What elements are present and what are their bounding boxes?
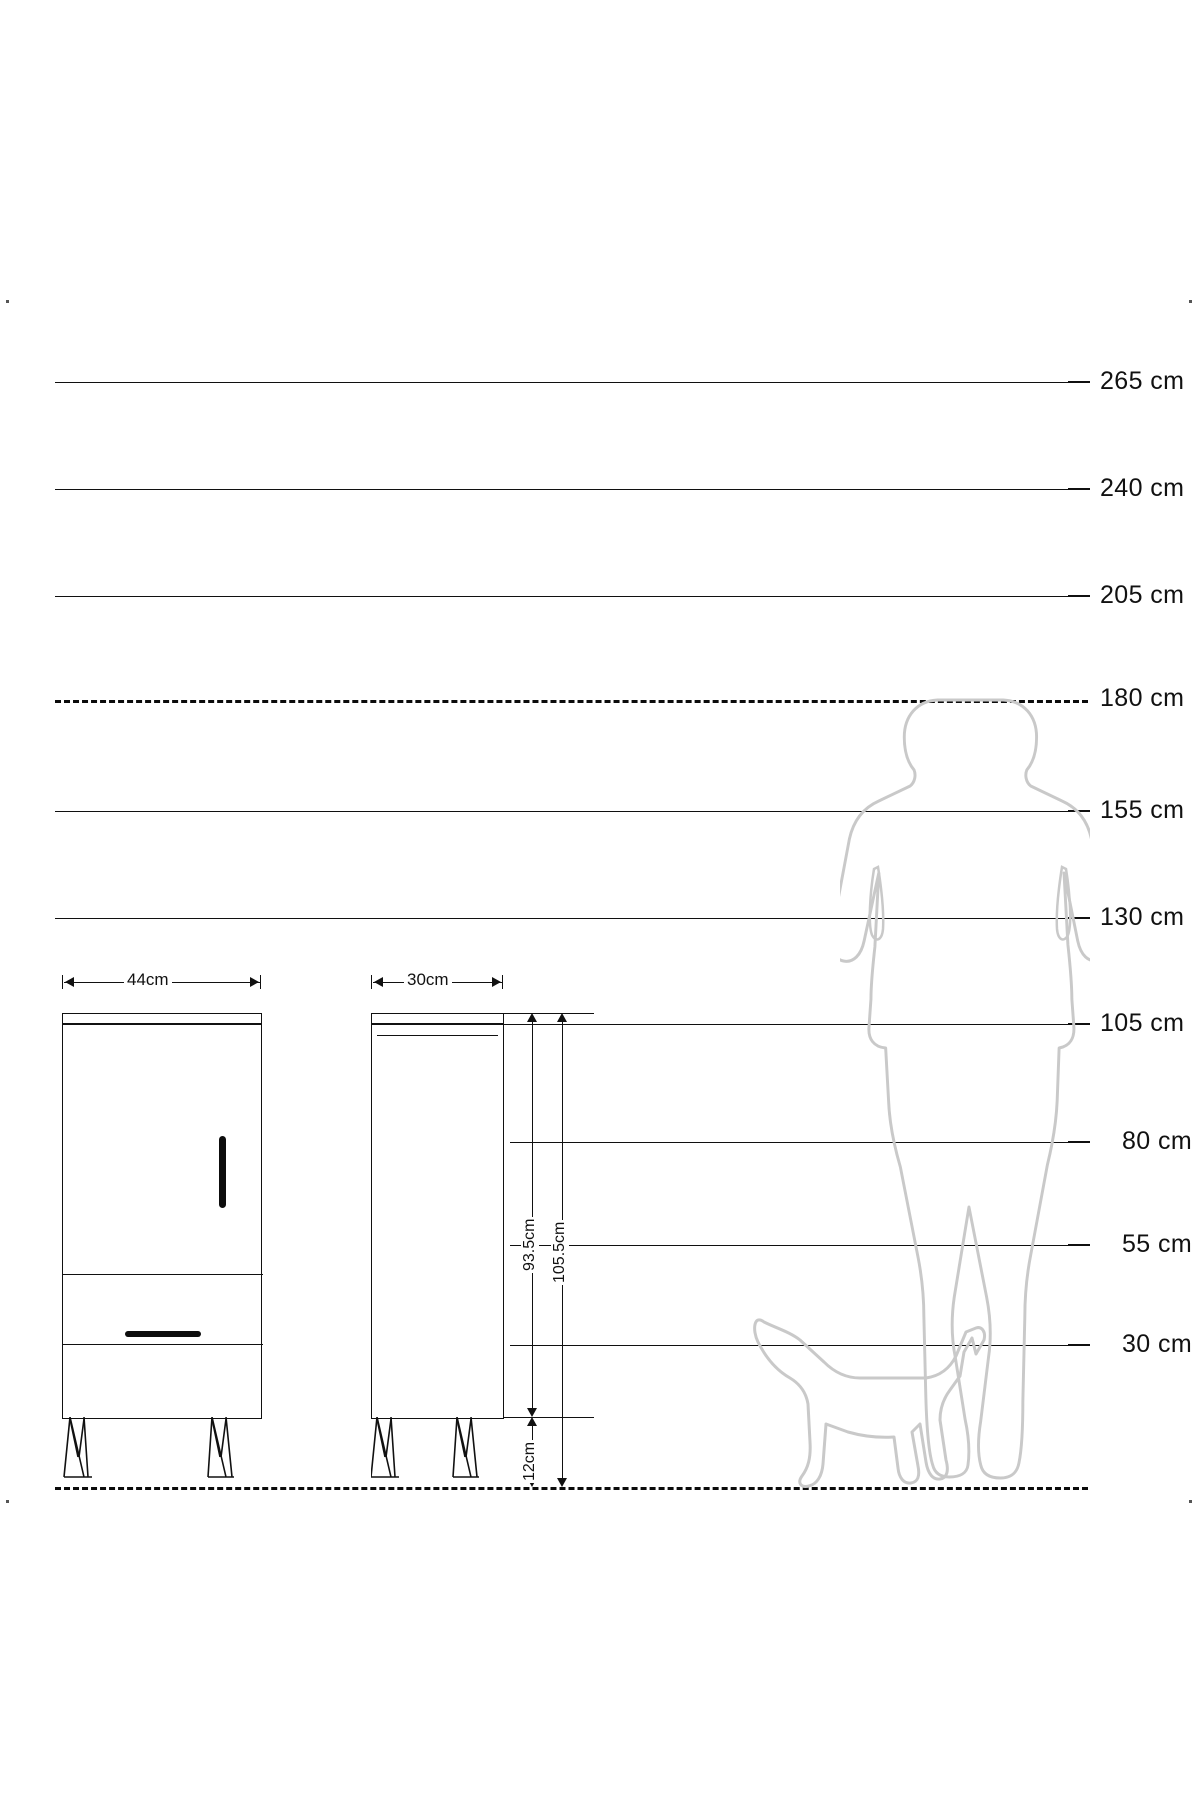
dim-cap-left xyxy=(62,975,63,989)
scale-label-80: 80 cm xyxy=(1122,1127,1193,1155)
extension-line-body-top xyxy=(504,1024,594,1025)
height-dimension-12cm xyxy=(521,1417,539,1487)
scale-label-55: 55 cm xyxy=(1122,1230,1193,1258)
corner-dot-top-right xyxy=(1189,300,1192,303)
scale-row-265 xyxy=(0,367,1200,395)
dim-label-105-5cm: 105.5cm xyxy=(551,1221,568,1283)
height-dimension-93-5cm xyxy=(521,1013,539,1417)
scale-row-240 xyxy=(0,474,1200,502)
corner-dot-top-left xyxy=(6,300,9,303)
dim-cap-right xyxy=(260,975,261,989)
scale-line-240 xyxy=(55,489,1085,490)
scale-label-265: 265 cm xyxy=(1100,367,1185,395)
scale-label-105: 105 cm xyxy=(1100,1009,1185,1037)
extension-line-top xyxy=(504,1013,594,1014)
dim-arrow-right xyxy=(250,977,259,987)
width-dimension-30cm xyxy=(371,970,504,990)
cabinet-body xyxy=(371,1024,504,1419)
scale-tick-240 xyxy=(1068,488,1090,490)
corner-dot-bottom-right xyxy=(1189,1500,1192,1503)
dim-arrow-left xyxy=(374,977,383,987)
cabinet-legs xyxy=(62,1417,262,1493)
width-dimension-44cm xyxy=(62,970,262,990)
cabinet-drawer-divider xyxy=(63,1344,263,1345)
scale-label-155: 155 cm xyxy=(1100,796,1185,824)
corner-dot-bottom-left xyxy=(6,1500,9,1503)
dim-label-93-5cm: 93.5cm xyxy=(521,1218,538,1271)
scale-tick-205 xyxy=(1068,595,1090,597)
drawer-handle-horizontal[interactable] xyxy=(125,1331,201,1337)
dim-arrow-left xyxy=(65,977,74,987)
cabinet-legs xyxy=(371,1417,504,1493)
cabinet-shelf-divider xyxy=(63,1274,263,1275)
scale-label-30: 30 cm xyxy=(1122,1330,1193,1358)
scale-tick-265 xyxy=(1068,381,1090,383)
dim-cap-left xyxy=(371,975,372,989)
dim-cap-right xyxy=(502,975,503,989)
scale-label-205: 205 cm xyxy=(1100,581,1185,609)
scale-label-240: 240 cm xyxy=(1100,474,1185,502)
cabinet-wide[interactable] xyxy=(62,1013,262,1421)
scale-label-130: 130 cm xyxy=(1100,903,1185,931)
dim-label-44cm: 44cm xyxy=(124,970,172,990)
extension-line-leg xyxy=(504,1417,594,1418)
scale-label-180: 180 cm xyxy=(1100,684,1185,712)
scale-line-265 xyxy=(55,382,1085,383)
dim-arrow-right xyxy=(492,977,501,987)
height-dimension-105-5cm xyxy=(551,1013,569,1487)
cat-silhouette xyxy=(750,1292,990,1492)
cabinet-inner-line xyxy=(377,1035,498,1036)
dim-label-30cm: 30cm xyxy=(404,970,452,990)
dim-label-12cm: 12cm xyxy=(521,1441,538,1481)
scale-line-205 xyxy=(55,596,1085,597)
dim-arrow-bottom xyxy=(557,1478,567,1487)
cabinet-narrow[interactable] xyxy=(371,1013,504,1421)
dim-arrow-bottom xyxy=(527,1408,537,1417)
dim-bar xyxy=(532,1017,533,1413)
cabinet-top-band xyxy=(62,1013,262,1024)
door-handle-vertical[interactable] xyxy=(219,1136,226,1208)
cabinet-top-band xyxy=(371,1013,504,1024)
scale-row-205 xyxy=(0,581,1200,609)
cabinet-body xyxy=(62,1024,262,1419)
